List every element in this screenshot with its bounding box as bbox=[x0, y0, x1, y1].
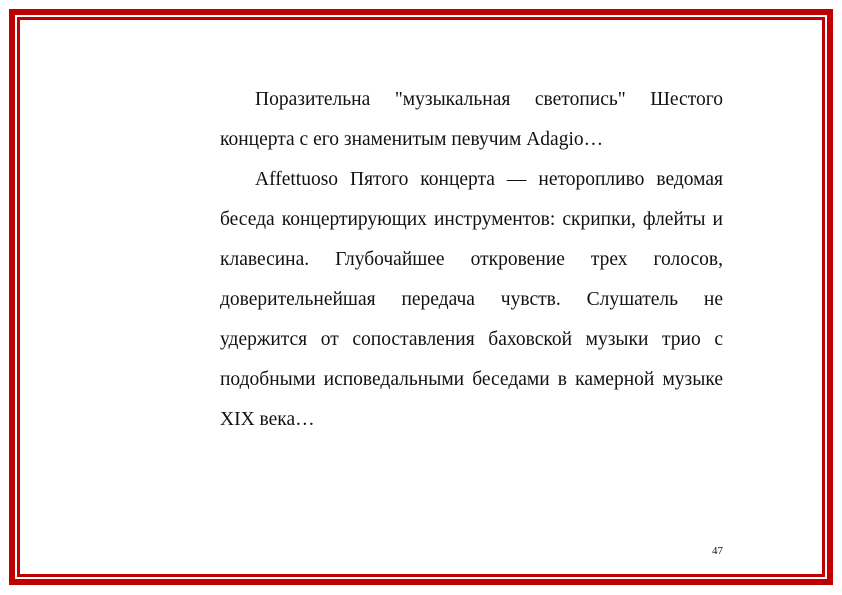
paragraph-adagio: Поразительна "музыкальная светопись" Шестого концерта с его знаменитым певучим Adagio… bbox=[220, 89, 723, 150]
paragraph-affettuoso: Affettuoso Пятого концерта — неторопливо ведомая беседа концертирующих инструментов: скрипки, флейты и клавесина. Глубочайшее откровение трех голосов, доверительнейшая передача чувств. Слушатель не удержится от сопоставления баховской музыки трио с подобными исповедальными беседами в камерной музыке XIX века… bbox=[220, 169, 723, 430]
text-body bbox=[220, 80, 723, 440]
page-number: 47 bbox=[712, 545, 723, 557]
